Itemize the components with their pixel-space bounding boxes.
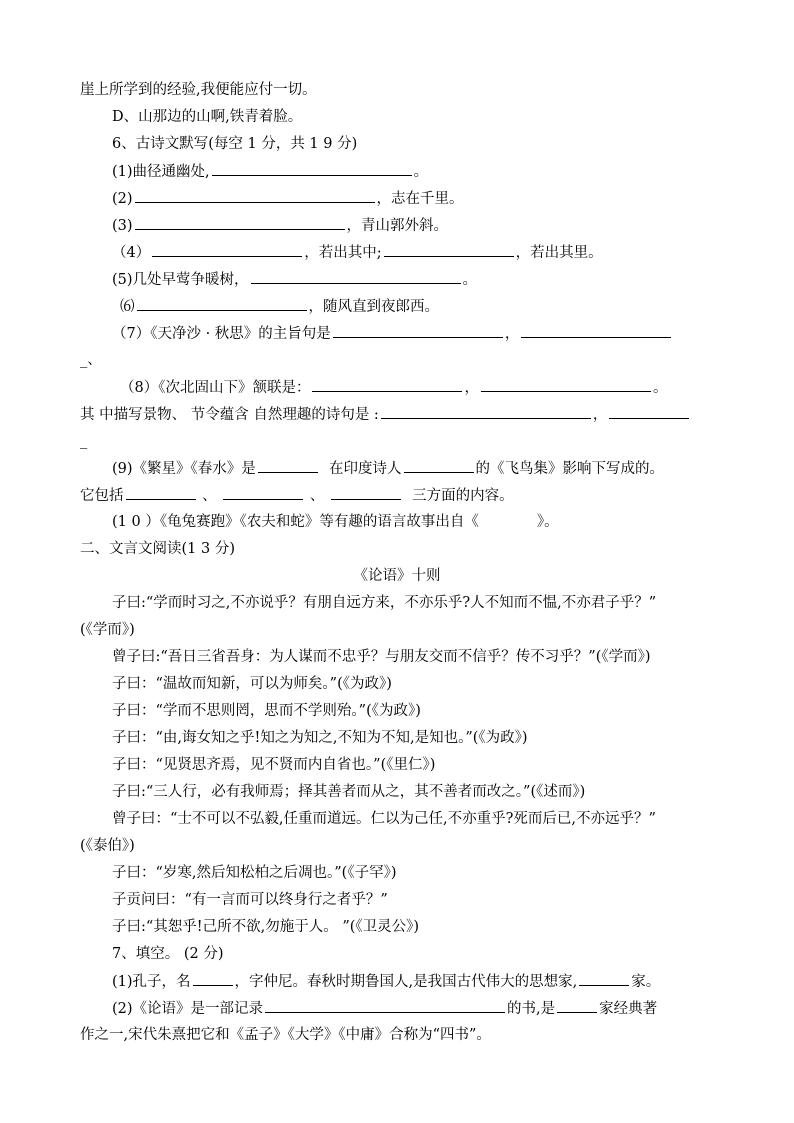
passage-line: 子曰:“学而时习之,不亦说乎？有朋自远方来，不亦乐乎?人不知而不愠,不亦君子乎？” [112,595,657,611]
passage-line: 曾子曰：“士不可以不弘毅,任重而道远。仁以为己任,不亦重乎?死而后已,不亦远乎？” [112,811,656,827]
question-continuation: 作之一,宋代朱熹把它和《孟子》《大学》《中庸》合称为“四书”。 [80,1027,491,1043]
question-text: 、 [309,488,325,504]
question-line [120,377,780,399]
answer-blank[interactable] [135,188,375,203]
answer-blank[interactable] [521,323,671,338]
question-text: (1 0 ）《龟兔赛跑》《农夫和蛇》等有趣的语言故事出自《 [112,514,479,530]
section-heading: 二、文言文阅读(1 3 分) [80,541,235,557]
passage-line: 子曰:“其恕乎!己所不欲,勿施于人。 ”(《卫灵公》) [112,919,420,935]
answer-blank[interactable] [265,998,505,1013]
question-text: (5)几处早莺争暖树， [112,272,249,288]
question-text: 其 中描写景物、 节令蕴含 自然理趣的诗句是 : [80,407,379,423]
question-line [112,161,772,183]
answer-blank[interactable] [557,998,597,1013]
answer-blank[interactable] [251,269,461,284]
question-text: 家经典著 [599,1001,658,1017]
question-text: 在印度诗人 [329,461,402,477]
passage-line: 子贡问曰：“有一言而可以终身行之者乎？” [112,892,388,908]
question-text: ， [592,407,608,423]
question-text: 。 [462,272,478,288]
answer-blank[interactable] [381,404,591,419]
question-text: 》。 [536,514,559,530]
question-text: ， [464,380,479,396]
answer-blank[interactable] [137,296,307,311]
answer-blank[interactable] [404,458,474,473]
question-text: 。 [413,164,429,180]
question-continuation: _、 [80,352,102,368]
question-text: (2) [112,191,133,207]
question-text: (2)《论语》是一部记录 [112,1001,264,1017]
question-text: (1)孔子，名 [112,974,191,990]
section-heading: 6、古诗文默写(每空 1 分，共 1 9 分) [112,136,358,152]
answer-blank[interactable] [609,404,689,419]
answer-blank[interactable] [333,323,503,338]
passage-line: 子曰：“学而不思则罔，思而不学则殆。”(《为政》) [112,703,421,719]
question-line [112,188,772,210]
question-text: （7）《天净沙 · 秋思》的主旨句是 [112,326,331,342]
answer-blank[interactable] [126,485,196,500]
question-line [112,998,772,1020]
question-text: 的书,是 [507,1001,556,1017]
question-text: （8）《次北固山下》颔联是： [120,380,311,396]
question-line [112,242,772,264]
passage-title: 《论语》十则 [353,568,441,584]
question-text: 它包括 [80,488,124,504]
passage-line: 子曰:“三人行，必有我师焉；择其善者而从之，其不善者而改之。”(《述而》) [112,784,586,800]
answer-blank[interactable] [152,242,302,257]
question-text: ，随风直到夜郎西。 [308,299,439,315]
question-text: 三方面的内容。 [412,488,514,504]
question-text: ⑹ [120,299,135,315]
question-line [112,458,772,480]
passage-line: 曾子曰:“吾日三省吾身：为人谋而不忠乎？与朋友交而不信乎？传不习乎？”(《学而》) [112,649,651,665]
passage-line: 子曰：“岁寒,然后知松柏之后凋也。”(《子罕》) [112,865,397,881]
answer-blank[interactable] [135,215,345,230]
question-text: (3) [112,218,133,234]
question-line [112,512,772,534]
answer-blank[interactable] [258,458,318,473]
question-line [80,485,740,507]
passage-line: (《学而》) [80,622,135,638]
question-text: 。 [652,380,668,396]
answer-blank[interactable] [579,971,629,986]
question-continuation: _ [80,433,88,449]
question-text: (1)曲径通幽处, [112,164,210,180]
answer-blank[interactable] [312,377,462,392]
question-line [112,971,772,993]
question-text: ，若出其里。 [515,245,603,261]
passage-line: 子曰：“由,诲女知之乎!知之为知之,不知为不知,是知也。”(《为政》) [112,730,528,746]
question-text: 、 [202,488,217,504]
question-line [112,269,772,291]
answer-blank[interactable] [481,377,651,392]
section-heading: 7、填空。 (2 分) [112,946,224,962]
question-text: ，志在千里。 [376,191,464,207]
question-line [112,323,772,345]
question-line [112,215,772,237]
question-text: 家。 [631,974,661,990]
answer-blank[interactable] [223,485,303,500]
answer-blank[interactable] [384,242,514,257]
passage-line: (《泰伯》) [80,838,135,854]
passage-line: 子曰：“温故而知新，可以为师矣。”(《为政》) [112,676,392,692]
question-text: ，青山郭外斜。 [346,218,449,234]
question-text: ，若出其中; [304,245,382,261]
answer-blank[interactable] [212,161,412,176]
question-text: （4） [112,245,151,261]
question-text: 的《飞鸟集》影响下写成的。 [475,461,665,477]
question-line [80,404,740,426]
answer-blank[interactable] [331,485,401,500]
answer-blank[interactable] [193,971,233,986]
passage-line: 子曰：“见贤思齐焉，见不贤而内自省也。”(《里仁》) [112,757,436,773]
option-d: D、山那边的山啊,铁青着脸。 [112,109,303,125]
text-line: 崖上所学到的经验,我便能应付一切。 [80,82,317,98]
question-text: (9)《繁星》《春水》是 [112,461,256,477]
question-text: ， [504,326,520,342]
question-line [120,296,780,318]
question-text: ，字仲尼。春秋时期鲁国人,是我国古代伟大的思想家, [234,974,578,990]
